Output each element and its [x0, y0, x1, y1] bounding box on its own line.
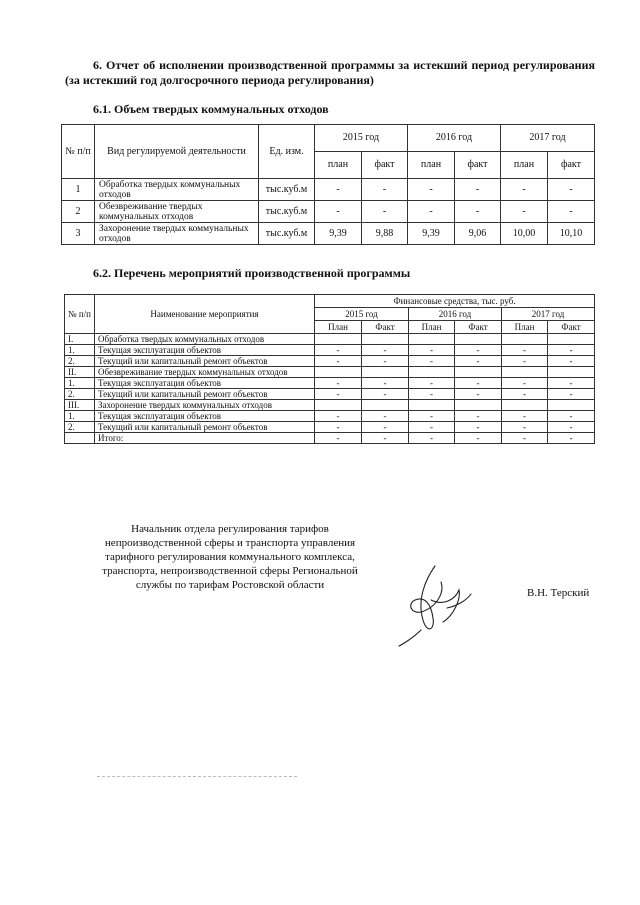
row-name: Захоронение твердых коммунальных отходов — [95, 223, 259, 245]
row-num: II. — [65, 367, 95, 378]
row-value: 9,06 — [455, 223, 501, 245]
row-value: - — [362, 389, 409, 400]
header-plan: План — [315, 321, 362, 334]
row-value — [315, 400, 362, 411]
row-value — [315, 334, 362, 345]
header-year: 2016 год — [409, 308, 502, 321]
row-num: 2. — [65, 389, 95, 400]
header-year: 2015 год — [315, 125, 408, 152]
row-value: - — [362, 201, 408, 223]
row-value — [548, 334, 595, 345]
row-value: - — [455, 411, 502, 422]
table-row — [65, 411, 595, 422]
row-name: Текущий или капитальный ремонт объектов — [95, 389, 315, 400]
row-value — [455, 400, 502, 411]
table-row — [62, 201, 595, 223]
header-plan: План — [409, 321, 455, 334]
row-unit: тыс.куб.м — [259, 223, 315, 245]
row-value: - — [455, 433, 502, 444]
row-value: - — [548, 411, 595, 422]
header-fact: Факт — [548, 321, 595, 334]
table-row — [65, 345, 595, 356]
row-value — [502, 334, 548, 345]
row-num: 1. — [65, 378, 95, 389]
handwritten-signature — [395, 560, 475, 648]
table-row — [65, 389, 595, 400]
row-value: - — [548, 345, 595, 356]
row-value: - — [409, 433, 455, 444]
header-plan: план — [501, 152, 548, 179]
row-name: Захоронение твердых коммунальных отходов — [95, 400, 315, 411]
row-value — [362, 367, 409, 378]
header-num: № п/п — [62, 125, 95, 179]
row-num: I. — [65, 334, 95, 345]
row-value: 10,10 — [548, 223, 595, 245]
row-name: Текущая эксплуатация объектов — [95, 378, 315, 389]
table-row — [65, 334, 595, 345]
row-value: - — [502, 411, 548, 422]
row-num: III. — [65, 400, 95, 411]
row-value: - — [409, 378, 455, 389]
row-value: - — [315, 378, 362, 389]
row-value — [362, 334, 409, 345]
row-name: Текущий или капитальный ремонт объектов — [95, 422, 315, 433]
position-line: службы по тарифам Ростовской области — [135, 579, 325, 591]
row-value — [548, 400, 595, 411]
row-value: - — [548, 179, 595, 201]
row-num: 2. — [65, 422, 95, 433]
header-year: 2017 год — [501, 125, 595, 152]
table-row — [65, 400, 595, 411]
row-value: - — [409, 356, 455, 367]
row-value: - — [409, 411, 455, 422]
header-fact: факт — [362, 152, 408, 179]
row-num — [65, 433, 95, 444]
row-value: - — [548, 433, 595, 444]
row-value: - — [455, 179, 501, 201]
row-value: - — [409, 389, 455, 400]
header-plan: план — [408, 152, 455, 179]
row-value: - — [362, 345, 409, 356]
header-activity: Вид регулируемой деятельности — [95, 125, 259, 179]
section-6-heading — [65, 58, 595, 88]
waste-volume-table — [61, 124, 595, 245]
row-value: - — [409, 422, 455, 433]
row-name: Обезвреживание твердых коммунальных отходов — [95, 201, 259, 223]
row-value: - — [409, 345, 455, 356]
signatory-position — [80, 522, 380, 592]
header-fact: факт — [548, 152, 595, 179]
row-num: 3 — [62, 223, 95, 245]
row-value: - — [455, 356, 502, 367]
row-value: - — [502, 378, 548, 389]
row-value: - — [455, 345, 502, 356]
table-row — [65, 378, 595, 389]
row-value: - — [502, 433, 548, 444]
table-row — [65, 433, 595, 444]
header-plan: план — [315, 152, 362, 179]
section-6-title: Отчет об исполнении производственной программы за истекший период регулирования (за истекший год долгосрочного периода регулирования) — [65, 58, 596, 87]
position-line: Начальник отдела регулирования тарифов — [131, 523, 329, 535]
row-value: - — [315, 389, 362, 400]
table-row — [65, 422, 595, 433]
header-unit: Ед. изм. — [259, 125, 315, 179]
row-value: 10,00 — [501, 223, 548, 245]
row-value: - — [502, 345, 548, 356]
signatory-name: В.Н. Терский — [527, 587, 590, 599]
row-value: - — [548, 422, 595, 433]
row-value: - — [362, 378, 409, 389]
row-value: - — [362, 433, 409, 444]
row-name: Итого: — [95, 433, 315, 444]
row-value: - — [408, 201, 455, 223]
row-num: 2. — [65, 356, 95, 367]
row-value: - — [455, 389, 502, 400]
row-value: - — [315, 422, 362, 433]
row-num: 2 — [62, 201, 95, 223]
footer-divider — [97, 776, 297, 777]
row-value: - — [315, 433, 362, 444]
row-value — [409, 400, 455, 411]
row-num: 1 — [62, 179, 95, 201]
header-year: 2016 год — [408, 125, 501, 152]
row-name: Текущая эксплуатация объектов — [95, 411, 315, 422]
row-value: - — [315, 411, 362, 422]
row-value — [409, 367, 455, 378]
row-value — [362, 400, 409, 411]
row-num: 1. — [65, 411, 95, 422]
row-value: 9,39 — [315, 223, 362, 245]
row-value: - — [548, 389, 595, 400]
row-value: - — [502, 389, 548, 400]
section-6-2-heading: 6.2. Перечень мероприятий производственной программы — [93, 266, 411, 280]
row-value: - — [502, 356, 548, 367]
row-value: 9,39 — [408, 223, 455, 245]
header-name: Наименование мероприятия — [95, 295, 315, 334]
table-row — [65, 367, 595, 378]
row-value: - — [362, 179, 408, 201]
row-value — [502, 367, 548, 378]
section-6-1-heading: 6.1. Объем твердых коммунальных отходов — [93, 102, 329, 116]
table-row — [62, 179, 595, 201]
header-finance: Финансовые средства, тыс. руб. — [315, 295, 595, 308]
row-value: 9,88 — [362, 223, 408, 245]
header-fact: факт — [455, 152, 501, 179]
row-value — [502, 400, 548, 411]
row-value: - — [455, 378, 502, 389]
header-fact: Факт — [362, 321, 409, 334]
row-name: Обработка твердых коммунальных отходов — [95, 179, 259, 201]
row-value: - — [548, 201, 595, 223]
row-value: - — [362, 422, 409, 433]
row-num: 1. — [65, 345, 95, 356]
table-row — [65, 356, 595, 367]
row-value: - — [548, 356, 595, 367]
row-value: - — [315, 345, 362, 356]
row-value: - — [455, 422, 502, 433]
header-num: № п/п — [65, 295, 95, 334]
position-line: транспорта, непроизводственной сферы Региональной — [102, 565, 358, 577]
row-value — [455, 334, 502, 345]
row-value: - — [315, 356, 362, 367]
row-value — [548, 367, 595, 378]
table-row — [62, 223, 595, 245]
header-plan: План — [502, 321, 548, 334]
row-unit: тыс.куб.м — [259, 201, 315, 223]
row-value: - — [408, 179, 455, 201]
row-value: - — [455, 201, 501, 223]
row-value: - — [362, 411, 409, 422]
header-fact: Факт — [455, 321, 502, 334]
section-6-number: 6. — [93, 58, 102, 72]
row-name: Обработка твердых коммунальных отходов — [95, 334, 315, 345]
row-value: - — [502, 422, 548, 433]
row-value: - — [501, 179, 548, 201]
row-unit: тыс.куб.м — [259, 179, 315, 201]
row-name: Текущая эксплуатация объектов — [95, 345, 315, 356]
row-value: - — [315, 179, 362, 201]
row-value — [315, 367, 362, 378]
header-year: 2017 год — [502, 308, 595, 321]
row-value: - — [501, 201, 548, 223]
row-name: Текущий или капитальный ремонт объектов — [95, 356, 315, 367]
row-value: - — [315, 201, 362, 223]
position-line: тарифного регулирования коммунального комплекса, — [105, 551, 355, 563]
row-value — [455, 367, 502, 378]
row-value — [409, 334, 455, 345]
measures-table — [64, 294, 595, 444]
position-line: непроизводственной сферы и транспорта управления — [104, 537, 356, 549]
row-name: Обезвреживание твердых коммунальных отходов — [95, 367, 315, 378]
row-value: - — [362, 356, 409, 367]
row-value: - — [548, 378, 595, 389]
header-year: 2015 год — [315, 308, 409, 321]
